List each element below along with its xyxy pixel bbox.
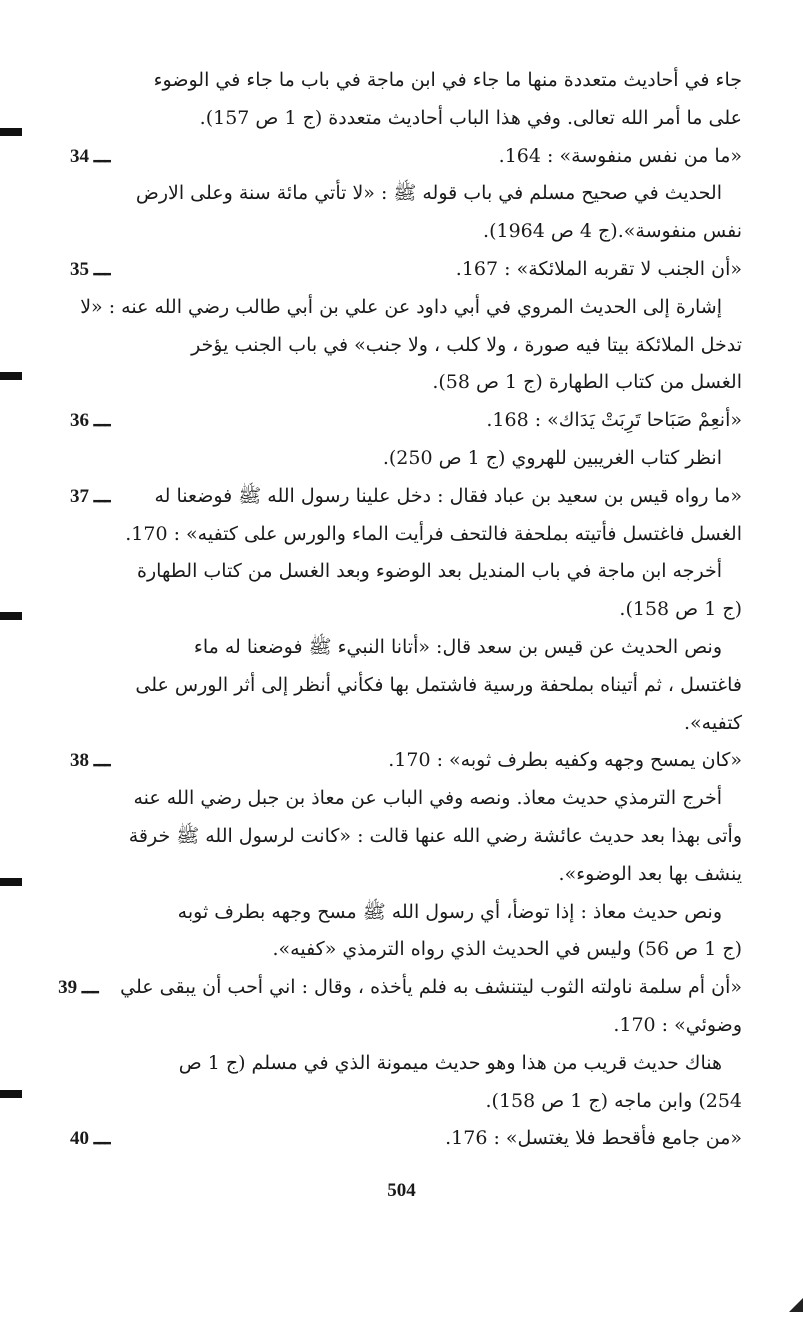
text-line: فاغتسل ، ثم أتيناه بملحفة ورسية فاشتمل بها فكأني أنظر إلى أثر الورس على <box>135 673 742 696</box>
text-line: جاء في أحاديث متعددة منها ما جاء في ابن ماجة في باب ما جاء في الوضوء <box>153 69 742 91</box>
text-line: وضوئي» : 170. <box>613 1013 742 1036</box>
footnote-entry <box>62 138 742 176</box>
entry-text: «كان يمسح وجهه وكفيه بطرف ثوبه» : 170. <box>388 749 742 772</box>
text-line: نفس منفوسة».(ج 4 ص 1964). <box>483 220 742 243</box>
commentary-line: أخرجه ابن ماجة في باب المنديل بعد الوضوء وبعد الغسل من كتاب الطهارة <box>137 560 722 583</box>
commentary-line: هناك حديث قريب من هذا وهو حديث ميمونة الذي في مسلم (ج 1 ص <box>178 1051 722 1074</box>
text-line: على ما أمر الله تعالى. وفي هذا الباب أحاديث متعددة (ج 1 ص 157). <box>199 106 742 129</box>
text-line: الغسل فاغتسل فأتيته بملحفة فالتحف فرأيت الماء والورس على كتفيه» : 170. <box>125 522 742 545</box>
footnote-entry <box>62 478 742 516</box>
text-line: كتفيه». <box>684 711 742 734</box>
scan-edge-mark <box>0 372 22 380</box>
entry-text: «ما رواه قيس بن سعيد بن عباد فقال : دخل علينا رسول الله ﷺ فوضعنا له <box>154 484 742 507</box>
commentary-line: ونص الحديث عن قيس بن سعد قال: «أتانا النبيء ﷺ فوضعنا له ماء <box>193 635 722 658</box>
scan-edge-mark <box>0 1090 22 1098</box>
entry-number: 40 ـــ <box>70 1128 111 1150</box>
footnote-entry <box>62 1120 742 1158</box>
entry-number: 36 ـــ <box>70 410 111 432</box>
commentary-line: الحديث في صحيح مسلم في باب قوله ﷺ : «لا تأتي مائة سنة وعلى الارض <box>135 182 722 205</box>
entry-number: 39 ـــ <box>58 977 99 999</box>
text-line: ينشف بها بعد الوضوء». <box>558 862 742 885</box>
text-line: (ج 1 ص 56) وليس في الحديث الذي رواه الترمذي «كفيه». <box>272 938 742 961</box>
scan-edge-mark <box>0 128 22 136</box>
text-line: تدخل الملائكة بيتا فيه صورة ، ولا كلب ، ولا جنب» في باب الجنب يؤخر <box>191 333 742 356</box>
footnote-entry <box>62 251 742 289</box>
entry-text: «أنعِمْ صَبَاحا تَرِبَتْ يَدَاك» : 168. <box>486 409 742 432</box>
commentary-line: أخرج الترمذي حديث معاذ. ونصه وفي الباب عن معاذ بن جبل رضي الله عنه <box>133 787 722 810</box>
scan-corner-mark <box>789 1298 803 1312</box>
text-line: 254) وابن ماجه (ج 1 ص 158). <box>485 1089 742 1112</box>
entry-number: 34 ـــ <box>70 145 111 167</box>
entry-text: «ما من نفس منفوسة» : 164. <box>498 144 742 167</box>
entry-text: «أن الجنب لا تقربه الملائكة» : 167. <box>455 257 742 280</box>
page-number: 504 <box>387 1180 416 1201</box>
entry-number: 38 ـــ <box>70 750 111 772</box>
text-line: الغسل من كتاب الطهارة (ج 1 ص 58). <box>432 371 742 394</box>
entry-number: 35 ـــ <box>70 258 111 280</box>
text-line: وأتى بهذا بعد حديث عائشة رضي الله عنها قالت : «كانت لرسول الله ﷺ خرقة <box>128 824 742 847</box>
page-text <box>58 62 742 1158</box>
text-line: (ج 1 ص 158). <box>619 598 742 621</box>
commentary-line: ونص حديث معاذ : إذا توضأ، أي رسول الله ﷺ مسح وجهه بطرف ثوبه <box>177 900 722 923</box>
scan-edge-mark <box>0 878 22 886</box>
footnote-entry <box>62 402 742 440</box>
scan-edge-mark <box>0 612 22 620</box>
entry-number: 37 ـــ <box>70 485 111 507</box>
footnote-entry <box>58 969 742 1007</box>
entry-text: «أن أم سلمة ناولته الثوب ليتنشف به فلم يأخذه ، وقال : اني أحب أن يبقى علي <box>120 976 742 999</box>
commentary-line: إشارة إلى الحديث المروي في أبي داود عن علي بن أبي طالب رضي الله عنه : «لا <box>80 295 722 318</box>
entry-text: «من جامع فأقحط فلا يغتسل» : 176. <box>445 1127 742 1150</box>
footnote-entry <box>62 742 742 780</box>
commentary-line: انظر كتاب الغريبين للهروي (ج 1 ص 250). <box>382 446 722 469</box>
